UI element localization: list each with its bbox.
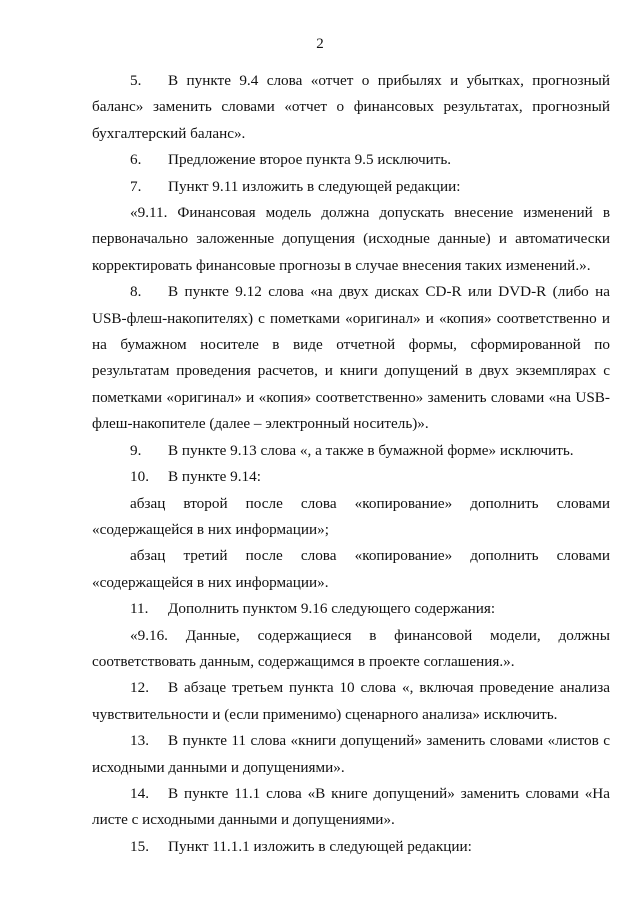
paragraph-text: абзац второй после слова «копирование» дополнить словами «содержащейся в них информации»;	[92, 494, 610, 538]
paragraph-text: Пункт 9.11 изложить в следующей редакции:	[168, 177, 461, 195]
paragraph-number: 9.	[130, 441, 142, 459]
paragraph-number: 7.	[130, 177, 142, 195]
paragraph-6	[92, 147, 610, 173]
paragraph-14	[92, 781, 610, 834]
sub-paragraph-third	[92, 543, 610, 596]
paragraph-5	[92, 68, 610, 147]
paragraph-number: 8.	[130, 283, 142, 301]
paragraph-number: 11.	[130, 600, 149, 618]
paragraph-number: 15.	[130, 837, 149, 855]
paragraph-12	[92, 675, 610, 728]
quoted-paragraph-9-16	[92, 623, 610, 676]
paragraph-number: 14.	[130, 784, 149, 802]
paragraph-text: В пункте 9.13 слова «, а также в бумажной форме» исключить.	[168, 441, 574, 459]
paragraph-15	[92, 834, 610, 860]
paragraph-text: «9.11. Финансовая модель должна допускать внесение изменений в первоначально заложенные допущения (исходные данные) и автоматически корректировать финансовые прогнозы в случае внесения таких изменений.».	[92, 204, 610, 274]
paragraph-11	[92, 596, 610, 622]
paragraph-text: В пункте 9.14:	[168, 468, 261, 486]
document-body	[92, 68, 610, 860]
paragraph-number: 5.	[130, 72, 142, 89]
paragraph-13	[92, 728, 610, 781]
paragraph-7	[92, 174, 610, 200]
paragraph-number: 12.	[130, 679, 149, 697]
paragraph-text: Предложение второе пункта 9.5 исключить.	[168, 151, 452, 169]
paragraph-text: В пункте 9.12 слова «на двух дисках CD-R или DVD-R (либо на USB-флеш-накопителях) с пометками «оригинал» и «копия» соответственно и на бумажном носителе в виде отчетной формы, сформированной по результатам проведения расчетов, и книги допущений в двух экземплярах с пометками «оригинал» и «копия» соответственно» заменить словами «на USB-флеш-накопителе (далее – электронный носитель)».	[92, 283, 610, 433]
paragraph-text: В абзаце третьем пункта 10 слова «, включая проведение анализа чувствительности и (если применимо) сценарного анализа» исключить.	[92, 679, 610, 723]
paragraph-text: абзац третий после слова «копирование» дополнить словами «содержащейся в них информации».	[92, 547, 610, 591]
paragraph-text: Пункт 11.1.1 изложить в следующей редакции:	[168, 837, 472, 855]
paragraph-text: «9.16. Данные, содержащиеся в финансовой модели, должны соответствовать данным, содержащимся в проекте соглашения.».	[92, 626, 610, 670]
quoted-paragraph-9-11	[92, 200, 610, 279]
paragraph-text: Дополнить пунктом 9.16 следующего содержания:	[168, 600, 496, 618]
sub-paragraph-second	[92, 491, 610, 544]
page-number: 2	[316, 36, 324, 52]
paragraph-text: В пункте 11.1 слова «В книге допущений» заменить словами «На листе с исходными данными и допущениями».	[92, 784, 610, 829]
paragraph-text: В пункте 11 слова «книги допущений» заменить словами «листов с исходными данными и допущениями».	[92, 732, 610, 776]
paragraph-number: 6.	[130, 151, 142, 169]
paragraph-9	[92, 438, 610, 464]
paragraph-8	[92, 279, 610, 437]
paragraph-number: 13.	[130, 732, 149, 750]
paragraph-text: В пункте 9.4 слова «отчет о прибылях и убытках, прогнозный баланс» заменить словами «отчет о финансовых результатах, прогнозный бухгалтерский баланс».	[92, 72, 610, 142]
paragraph-number: 10.	[130, 468, 149, 486]
paragraph-10	[92, 464, 610, 490]
